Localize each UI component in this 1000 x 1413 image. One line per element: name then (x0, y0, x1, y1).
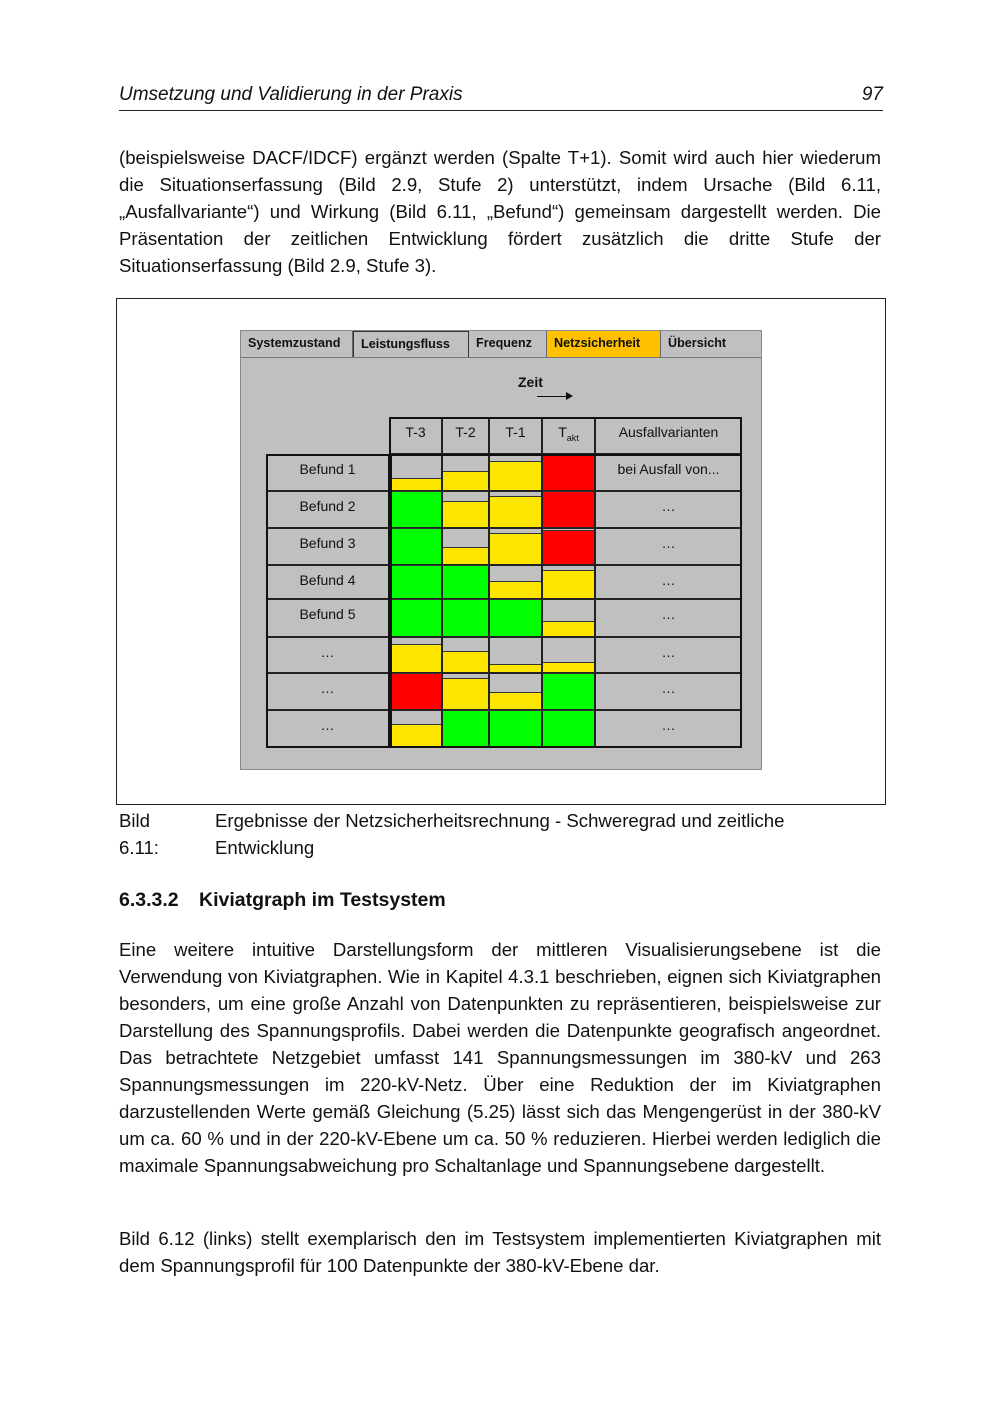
severity-cell[interactable] (489, 491, 542, 528)
severity-bar-red (390, 673, 441, 709)
severity-cell[interactable] (489, 673, 542, 710)
section-heading (119, 889, 446, 912)
severity-cell[interactable] (389, 491, 442, 528)
page-number: 97 (861, 84, 883, 105)
column-header (389, 417, 442, 454)
severity-cell[interactable] (542, 637, 595, 673)
column-header-label: $T_{akt}$ (558, 424, 579, 443)
finding-label-cell[interactable] (266, 637, 389, 673)
outage-variant-label: … (661, 498, 676, 514)
severity-bar-yellow (543, 570, 594, 598)
severity-cell[interactable] (442, 491, 489, 528)
severity-bar-yellow (490, 461, 541, 490)
finding-label-cell[interactable] (266, 599, 389, 637)
caption-number: Bild 6.11: (119, 810, 159, 858)
outage-variant-cell[interactable] (595, 454, 742, 491)
time-axis-label: Zeit (518, 374, 543, 390)
severity-cell[interactable] (542, 673, 595, 710)
severity-bar-yellow (443, 651, 488, 672)
outage-variant-cell[interactable] (595, 565, 742, 599)
column-header-label: T-2 (455, 424, 476, 440)
tab-netzsicherheit[interactable]: Netzsicherheit (547, 331, 661, 357)
severity-cell[interactable] (442, 673, 489, 710)
severity-bar-green (390, 528, 441, 564)
severity-cell[interactable] (389, 454, 442, 491)
severity-cell[interactable] (442, 565, 489, 599)
severity-cell[interactable] (542, 565, 595, 599)
severity-bar-green (543, 673, 594, 709)
severity-bar-yellow (390, 724, 441, 746)
severity-cell[interactable] (442, 528, 489, 565)
finding-label-cell[interactable] (266, 491, 389, 528)
finding-label-cell[interactable] (266, 673, 389, 710)
severity-cell[interactable] (542, 710, 595, 747)
severity-cell[interactable] (389, 599, 442, 637)
outage-variant-cell[interactable] (595, 673, 742, 710)
severity-bar-yellow (443, 501, 488, 527)
finding-label: … (320, 717, 335, 733)
column-header-label: T-1 (505, 424, 526, 440)
severity-cell[interactable] (442, 637, 489, 673)
severity-bar-green (543, 710, 594, 746)
column-header-label: Ausfallvarianten (618, 424, 719, 440)
severity-bar-green (490, 710, 541, 746)
severity-bar-yellow (390, 478, 441, 490)
finding-label-cell[interactable] (266, 565, 389, 599)
severity-cell[interactable] (542, 528, 595, 565)
severity-cell[interactable] (442, 710, 489, 747)
body-paragraph-2 (119, 936, 881, 1179)
column-header-label: T-3 (405, 424, 426, 440)
outage-variant-label: … (661, 535, 676, 551)
finding-label: Befund 3 (299, 535, 356, 551)
finding-label-cell[interactable] (266, 710, 389, 747)
severity-bar-red (543, 491, 594, 527)
severity-bar-yellow (490, 496, 541, 527)
column-header (442, 417, 489, 454)
severity-cell[interactable] (389, 637, 442, 673)
tab-systemzustand[interactable]: Systemzustand (241, 331, 353, 357)
severity-cell[interactable] (489, 565, 542, 599)
outage-variant-cell[interactable] (595, 599, 742, 637)
severity-cell[interactable] (489, 528, 542, 565)
outage-variant-label: … (661, 572, 676, 588)
tab-uebersicht[interactable]: Übersicht (661, 331, 761, 357)
tab-leistungsfluss[interactable]: Leistungsfluss (353, 331, 469, 357)
severity-cell[interactable] (542, 454, 595, 491)
tab-frequenz[interactable]: Frequenz (469, 331, 547, 357)
outage-variant-cell[interactable] (595, 491, 742, 528)
severity-bar-yellow (443, 678, 488, 709)
finding-label: … (320, 680, 335, 696)
finding-label-cell[interactable] (266, 528, 389, 565)
body-paragraph-2-text: Eine weitere intuitive Darstellungsform der mittleren Visualisierungsebene ist die Verwendung von Kiviatgraphen. Wie in Kapitel 4.3.1 beschrieben, eignen sich Kiviatgraphen besonders, um eine große Anzahl von Datenpunkten zu repräsentieren, beispielsweise zur Darstellung des Spannungsprofils. Dabei werden die Datenpunkte geografisch angeordnet. Das betrachtete Netzgebiet umfasst 141 Spannungsmessungen im 380-kV und 263 Spannungsmessungen im 220-kV-Netz. Über eine Reduktion der im Kiviatgraphen darzustellenden Werte gemäß Gleichung (5.25) lässt sich das Mengengerüst in der 380-kV um ca. 60 % und in der 220-kV-Ebene um ca. 50 % reduzieren. Hierbei werden lediglich die maximale Spannungsabweichung pro Schaltanlage und Spannungsebene dargestellt. (119, 939, 881, 1176)
column-header (489, 417, 542, 454)
running-header-title: Umsetzung und Validierung in der Praxis (119, 84, 463, 105)
finding-label: Befund 5 (299, 606, 356, 622)
severity-cell[interactable] (489, 637, 542, 673)
severity-cell[interactable] (442, 454, 489, 491)
running-header (119, 84, 883, 111)
severity-bar-green (390, 565, 441, 598)
severity-bar-green (443, 599, 488, 636)
severity-cell[interactable] (389, 528, 442, 565)
body-paragraph-3 (119, 1225, 881, 1279)
tab-bar (241, 331, 761, 358)
outage-variant-cell[interactable] (595, 528, 742, 565)
time-arrow-icon (537, 396, 571, 397)
outage-variant-label: … (661, 606, 676, 622)
figure-ui-mockup (240, 330, 762, 770)
finding-label-cell[interactable] (266, 454, 389, 491)
section-number: 6.3.3.2 (119, 889, 179, 911)
outage-variant-label: … (661, 717, 676, 733)
severity-bar-green (490, 599, 541, 636)
severity-bar-yellow (490, 664, 541, 672)
severity-cell[interactable] (489, 454, 542, 491)
severity-bar-yellow (443, 471, 488, 490)
section-title: Kiviatgraph im Testsystem (199, 889, 446, 911)
column-header-subscript: akt (566, 432, 579, 443)
finding-label: Befund 1 (299, 461, 356, 477)
severity-bar-yellow (490, 692, 541, 709)
severity-bar-green (390, 491, 441, 527)
finding-label: Befund 4 (299, 572, 356, 588)
outage-variant-label: bei Ausfall von... (617, 461, 720, 477)
column-header (542, 417, 595, 454)
severity-cell[interactable] (542, 599, 595, 637)
severity-bar-green (443, 565, 488, 598)
body-paragraph-3-text: Bild 6.12 (links) stellt exemplarisch den im Testsystem implementierten Kiviatgraphen mit dem Spannungsprofil für 100 Datenpunkte der 380-kV-Ebene dar. (119, 1228, 881, 1276)
severity-cell[interactable] (489, 710, 542, 747)
severity-cell[interactable] (442, 599, 489, 637)
severity-bar-yellow (490, 581, 541, 598)
severity-bar-yellow (543, 662, 594, 672)
caption-text: Ergebnisse der Netzsicherheitsrechnung - Schweregrad und zeitliche Entwicklung (215, 810, 785, 858)
intro-paragraph (119, 144, 881, 279)
severity-bar-yellow (443, 547, 488, 564)
severity-bar-red (543, 454, 594, 490)
severity-bar-yellow (490, 533, 541, 564)
severity-cell[interactable] (389, 710, 442, 747)
severity-cell[interactable] (389, 673, 442, 710)
severity-cell[interactable] (389, 565, 442, 599)
outage-variant-label: … (661, 680, 676, 696)
finding-label: … (320, 644, 335, 660)
outage-variant-cell[interactable] (595, 710, 742, 747)
outage-variant-cell[interactable] (595, 637, 742, 673)
severity-bar-green (390, 599, 441, 636)
severity-bar-green (443, 710, 488, 746)
column-header (595, 417, 742, 454)
severity-bar-yellow (390, 644, 441, 672)
severity-cell[interactable] (489, 599, 542, 637)
severity-bar-red (543, 530, 594, 564)
severity-bar-yellow (543, 621, 594, 636)
severity-cell[interactable] (542, 491, 595, 528)
finding-label: Befund 2 (299, 498, 356, 514)
intro-paragraph-text: (beispielsweise DACF/IDCF) ergänzt werden (Spalte T+1). Somit wird auch hier wiederum die Situationserfassung (Bild 2.9, Stufe 2) unterstützt, indem Ursache (Bild 6.11, „Ausfallvariante“) und Wirkung (Bild 6.11, „Befund“) gemeinsam dargestellt werden. Die Präsentation der zeitlichen Entwicklung fördert zusätzlich die dritte Stufe der Situationserfassung (Bild 2.9, Stufe 3). (119, 147, 881, 276)
outage-variant-label: … (661, 644, 676, 660)
